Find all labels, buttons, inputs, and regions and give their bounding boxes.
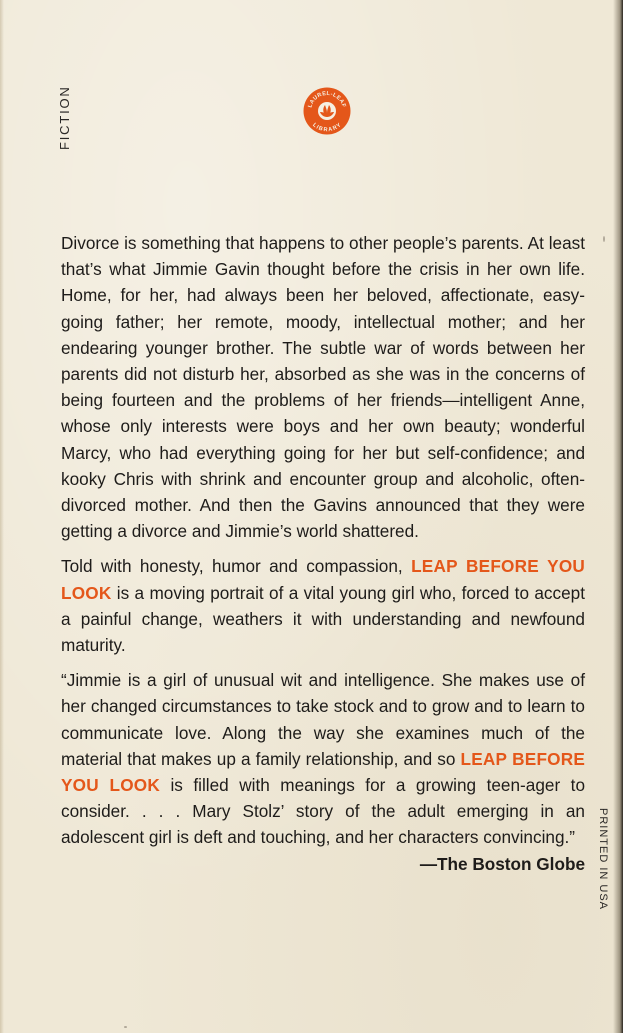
quote-attribution: —The Boston Globe <box>419 853 585 874</box>
cover-blurb <box>61 230 585 886</box>
logo-text-bottom: LIBRARY <box>311 122 343 134</box>
logo-text-top: LAUREL-LEAF <box>307 90 347 109</box>
genre-label: FICTION <box>57 85 72 150</box>
quote-lead: “Jimmie is a girl of unusual wit and intelligence. She makes use of her changed circumstances to take stock and to grow and to learn to communicate love. Along the way she examines much of the material that makes up a family relationship, and so <box>61 670 585 769</box>
review-quote <box>61 667 585 877</box>
cover-right-edge <box>613 0 623 1033</box>
printed-in-label: PRINTED IN USA <box>597 808 609 911</box>
description-paragraph <box>61 553 585 658</box>
quote-rest: is filled with meanings for a growing teen-ager to consider. . . . Mary Stolz’ story of the adult emerging in an adolescent girl is deft and touching, and her characters convincing.” <box>61 775 585 848</box>
cover-left-edge <box>0 0 4 1033</box>
quote-title-highlight: LEAP BEFORE YOU LOOK <box>61 748 585 796</box>
description-lead: Told with honesty, humor and compassion, <box>61 556 412 577</box>
synopsis-paragraph: Divorce is something that happens to other people’s parents. At least that’s what Jimmie Gavin thought before the crisis in her own life. Home, for her, had always been her beloved, affectionate, easy-going father; her remote, moody, intellectual mother; and her endearing younger brother. The subtle war of words between her parents did not disturb her, absorbed as she was in the concerns of being fourteen and the problems of her friends—intelligent Anne, whose only interests were boys and her own beauty; wonderful Marcy, who had everything going for her but self-confidence; and kooky Chris with shrink and encounter group and alcoholic, often-divorced mother. And then the Gavins announced that they were getting a divorce and Jimmie’s world shattered. <box>61 233 585 542</box>
book-title-highlight: LEAP BEFORE YOU LOOK <box>61 556 586 603</box>
laurel-leaf-library-logo <box>302 86 352 136</box>
description-rest: is a moving portrait of a vital young girl who, forced to accept a painful change, weathers it with understanding and newfound maturity. <box>61 582 585 656</box>
paper-speck <box>603 236 605 242</box>
paper-speck <box>124 1026 127 1028</box>
